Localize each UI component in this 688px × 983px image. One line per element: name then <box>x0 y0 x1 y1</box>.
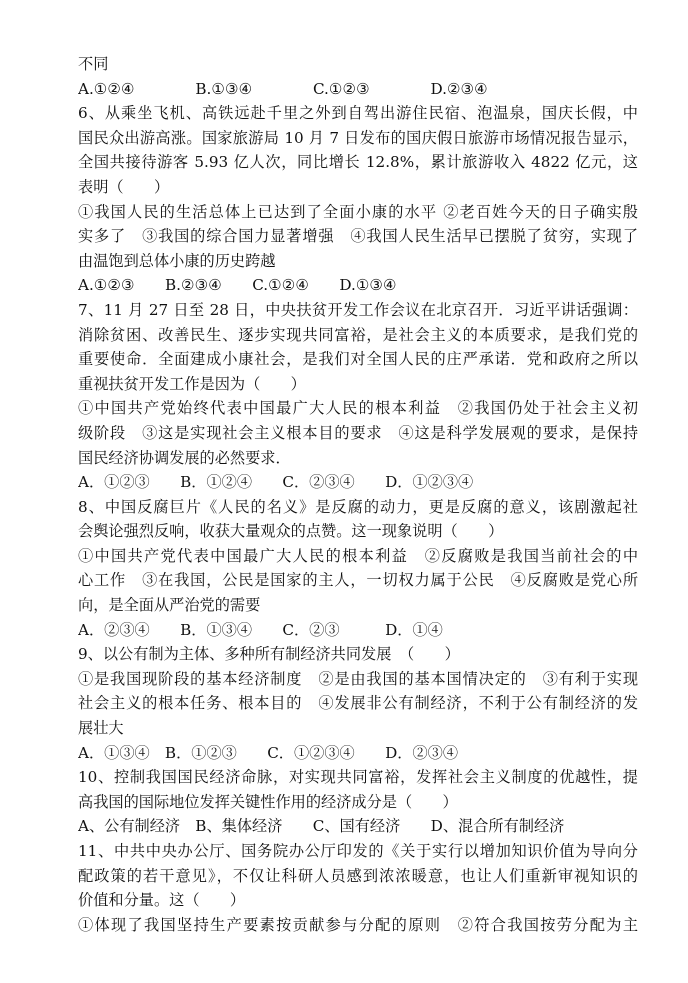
answer-options-q6: A.①②③ B.②③④ C.①②④ D.①③④ <box>78 276 397 295</box>
text-line: 表明（ ） <box>78 177 170 196</box>
statement-line: 向，是全面从严治党的需要 <box>78 596 261 615</box>
statement-line: 由温饱到总体小康的历史跨越 <box>78 251 276 270</box>
statement-line: 展壮大 <box>78 719 124 738</box>
text-line: 价值和分量。这（ ） <box>78 891 246 910</box>
question-8-stem: 8、中国反腐巨片《人民的名义》是反腐的动力，更是反腐的意义，该剧激起社 <box>78 497 638 516</box>
statement-line: ①是我国现阶段的基本经济制度 ②是由我国的基本国情决定的 ③有利于实现 <box>78 669 638 688</box>
statement-line: ①我国人民的生活总体上已达到了全面小康的水平 ②老百姓今天的日子确实殷 <box>78 202 638 221</box>
statement-line: 心工作 ③在我国，公民是国家的主人，一切权力属于公民 ④反腐败是党心所 <box>78 571 638 590</box>
answer-options-q8: A．②③④ B．①③④ C．②③ D．①④ <box>78 620 443 639</box>
statement-line: ①体现了我国坚持生产要素按贡献参与分配的原则 ②符合我国按劳分配为主 <box>78 915 638 934</box>
answer-options-q10: A、公有制经济 B、集体经济 C、国有经济 D、混合所有制经济 <box>78 817 565 836</box>
text-line: 高我国的国际地位发挥关键性作用的经济成分是（ ） <box>78 792 458 811</box>
statement-line: 国民经济协调发展的必然要求． <box>78 448 291 467</box>
text-line: 会舆论强烈反响，收获大量观众的点赞。这一现象说明（ ） <box>78 522 504 541</box>
question-9-stem: 9、以公有制为主体、多种所有制经济共同发展 （ ） <box>78 645 460 664</box>
text-line: 不同 <box>78 55 109 73</box>
text-line: 重要使命．全面建成小康社会，是我们对全国人民的庄严承诺．党和政府之所以 <box>78 350 638 369</box>
answer-options-q5: A.①②④ B.①③④ C.①②③ D.②③④ <box>78 79 488 98</box>
statement-line: ①中国共产党始终代表中国最广大人民的根本利益 ②我国仍处于社会主义初 <box>78 399 638 418</box>
statement-line: ①中国共产党代表中国最广大人民的根本利益 ②反腐败是我国当前社会的中 <box>78 546 638 565</box>
text-line: 重视扶贫开发工作是因为（ ） <box>78 374 306 393</box>
question-11-stem: 11、中共中央办公厅、国务院办公厅印发的《关于实行以增加知识价值为导向分 <box>78 842 638 860</box>
statement-line: 级阶段 ③这是实现社会主义根本目的要求 ④这是科学发展观的要求，是保持 <box>78 423 638 442</box>
question-10-stem: 10、控制我国国民经济命脉，对实现共同富裕，发挥社会主义制度的优越性，提 <box>78 768 638 787</box>
text-line: 配政策的若干意见》，不仅让科研人员感到浓浓暖意，也让人们重新审视知识的 <box>78 866 638 885</box>
statement-line: 社会主义的根本任务、根本目的 ④发展非公有制经济，不利于公有制经济的发 <box>78 694 638 713</box>
answer-options-q7: A．①②③ B．①②④ C．②③④ D．①②③④ <box>78 473 474 492</box>
exam-page <box>78 52 638 937</box>
question-7-stem: 7、11 月 27 日至 28 日，中央扶贫开发工作会议在北京召开．习近平讲话强调： <box>78 300 638 319</box>
text-line: 全国共接待游客 5.93 亿人次，同比增长 12.8%，累计旅游收入 4822 亿元，这 <box>78 153 638 172</box>
question-6-stem: 6、从乘坐飞机、高铁远赴千里之外到自驾出游住民宿、泡温泉，国庆长假，中 <box>78 104 638 123</box>
text-line: 国民众出游高涨。国家旅游局 10 月 7 日发布的国庆假日旅游市场情况报告显示， <box>78 128 638 147</box>
text-line: 消除贫困、改善民生、逐步实现共同富裕，是社会主义的本质要求，是我们党的 <box>78 325 638 344</box>
statement-line: 实多了 ③我国的综合国力显著增强 ④我国人民生活早已摆脱了贫穷，实现了 <box>78 227 638 246</box>
answer-options-q9: A．①③④ B．①②③ C．①②③④ D．②③④ <box>78 743 459 762</box>
